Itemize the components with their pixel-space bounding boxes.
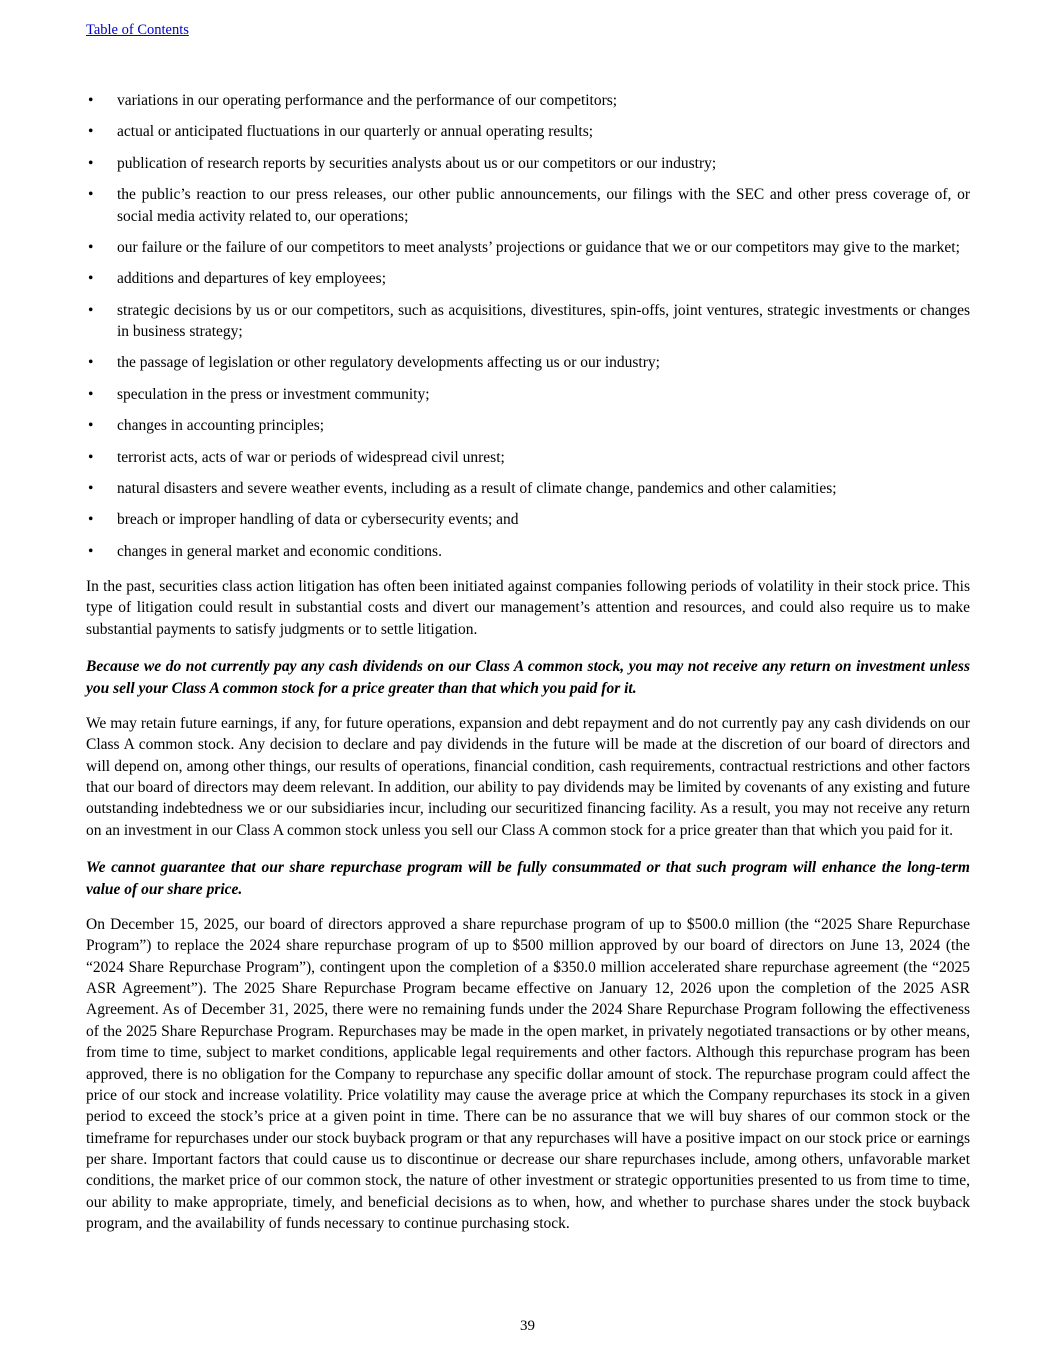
bullet-marker: •	[88, 186, 94, 204]
bullet-text: breach or improper handling of data or cybersecurity events; and	[117, 511, 519, 529]
bullet-marker: •	[88, 92, 94, 109]
page-number: 39	[520, 1318, 535, 1335]
bullet-marker: •	[88, 385, 94, 403]
bullet-item	[86, 352, 970, 373]
repurchase-risk-heading: We cannot guarantee that our share repurchase program will be fully consummated or that such program will enhance the long-term value of our share price.	[86, 859, 970, 898]
repurchase-paragraph: On December 15, 2025, our board of directors approved a share repurchase program of up to $500.0 million (the “2025 Share Repurchase Program”) to replace the 2024 share repurchase program of up to $500 million approved by our board of directors on June 13, 2024 (the “2024 Share Repurchase Program”), contingent upon the completion of a $350.0 million accelerated share repurchase agreement (the “2025 ASR Agreement”). The 2025 Share Repurchase Program became effective on January 12, 2026 upon the completion of the 2025 ASR Agreement. As of December 31, 2025, there were no remaining funds under the 2024 Share Repurchase Program following the effectiveness of the 2025 Share Repurchase Program. Repurchases may be made in the open market, in privately negotiated transactions or by other means, from time to time, subject to market conditions, applicable legal requirements and other factors. Although this repurchase program has been approved, there is no obligation for the Company to repurchase any specific dollar amount of stock. The repurchase program could affect the price of our stock and increase volatility. Price volatility may cause the average price at which the Company repurchases its stock in a given period to exceed the stock’s price at a given point in time. There can be no assurance that we will buy shares of our common stock or the timeframe for repurchases under our stock buyback program or that any repurchases will have a positive impact on our stock price or earnings per share. Important factors that could cause us to discontinue or decrease our share repurchases include, among others, unfavorable market conditions, the market price of our common stock, the nature of other investment or strategic opportunities presented to us from time to time, our ability to make appropriate, timely, and beneficial decisions as to when, how, and whether to purchase shares under the stock buyback program, and the availability of funds necessary to continue purchasing stock.	[86, 915, 970, 1233]
risk-factor-bullet-list	[86, 90, 970, 562]
bullet-text: additions and departures of key employees;	[117, 270, 387, 288]
bullet-marker: •	[88, 511, 94, 529]
bullet-text: changes in general market and economic conditions.	[117, 542, 442, 560]
bullet-text: the passage of legislation or other regulatory developments affecting us or our industry;	[117, 354, 660, 372]
bullet-marker: •	[88, 542, 94, 560]
bullet-text: our failure or the failure of our competitors to meet analysts’ projections or guidance that we or our competitors may give to the market;	[117, 238, 960, 256]
bullet-item	[86, 415, 970, 436]
bullet-item	[86, 509, 970, 530]
bullet-marker: •	[88, 270, 94, 288]
bullet-text: natural disasters and severe weather events, including as a result of climate change, pandemics and other calamities;	[117, 479, 837, 497]
bullet-text: changes in accounting principles;	[117, 417, 325, 435]
bullet-text: strategic decisions by us or our competitors, such as acquisitions, divestitures, spin-offs, joint ventures, strategic investments or changes in business strategy;	[117, 301, 970, 340]
bullet-marker: •	[88, 154, 94, 172]
bullet-text: the public’s reaction to our press releases, our other public announcements, our filings with the SEC and other press coverage of, or social media activity related to, our operations;	[117, 186, 970, 225]
bullet-marker: •	[88, 238, 94, 256]
bullet-item	[86, 237, 970, 258]
breadcrumb	[86, 20, 970, 40]
bullet-text: publication of research reports by securities analysts about us or our competitors or our industry;	[117, 154, 717, 172]
table-of-contents-link[interactable]: Table of Contents	[86, 22, 189, 38]
bullet-item	[86, 541, 970, 562]
bullet-marker: •	[88, 448, 94, 466]
dividends-paragraph: We may retain future earnings, if any, for future operations, expansion and debt repayment and do not currently pay any cash dividends on our Class A common stock. Any decision to declare and pay dividends in the future will be made at the discretion of our board of directors and will depend on, among other things, our results of operations, financial condition, cash requirements, contractual restrictions and other factors that our board of directors may deem relevant. In addition, our ability to pay dividends may be limited by covenants of any existing and future outstanding indebtedness we or our subsidiaries incur, including our securitized financing facility. As a result, you may not receive any return on an investment in our Class A common stock unless you sell our Class A common stock for a price greater than that which you paid for it.	[86, 714, 970, 839]
litigation-paragraph: In the past, securities class action litigation has often been initiated against companies following periods of volatility in their stock price. This type of litigation could result in substantial costs and divert our management’s attention and resources, and could also require us to make substantial payments to satisfy judgments or to settle litigation.	[86, 578, 970, 638]
bullet-item	[86, 90, 970, 111]
bullet-item	[86, 121, 970, 142]
bullet-marker: •	[88, 123, 94, 141]
bullet-item	[86, 384, 970, 405]
bullet-item	[86, 153, 970, 174]
bullet-text: variations in our operating performance and the performance of our competitors;	[117, 92, 618, 109]
dividends-risk-heading: Because we do not currently pay any cash dividends on our Class A common stock, you may not receive any return on investment unless you sell your Class A common stock for a price greater than that which you paid for it.	[86, 658, 970, 697]
bullet-marker: •	[88, 417, 94, 435]
bullet-marker: •	[88, 479, 94, 497]
bullet-item	[86, 184, 970, 227]
bullet-item	[86, 268, 970, 289]
bullet-item	[86, 478, 970, 499]
bullet-item	[86, 300, 970, 343]
bullet-marker: •	[88, 301, 94, 319]
bullet-text: actual or anticipated fluctuations in our quarterly or annual operating results;	[117, 123, 594, 141]
bullet-text: terrorist acts, acts of war or periods of widespread civil unrest;	[117, 448, 505, 466]
bullet-text: speculation in the press or investment community;	[117, 385, 430, 403]
bullet-item	[86, 447, 970, 468]
bullet-marker: •	[88, 354, 94, 372]
